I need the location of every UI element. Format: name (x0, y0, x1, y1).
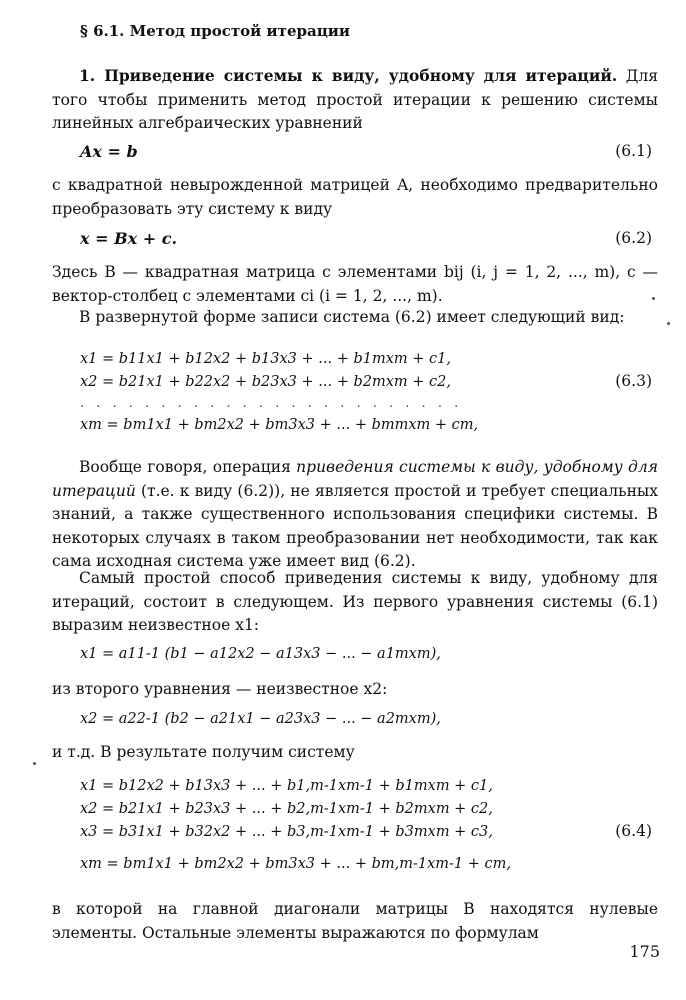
paragraph-simplest-method: Самый простой способ приведения системы к виду, удобному для итераций, состоит в следующем. Из первого уравнения системы (6.1) выразим неизвестное x1: (52, 569, 658, 634)
paragraph-second-equation: из второго уравнения — неизвестное x2: (52, 680, 388, 698)
paragraph-definitions: Здесь B — квадратная матрица с элементами bij (i, j = 1, 2, ..., m), c — вектор-столбец с элементами ci (i = 1, 2, ..., m). (52, 263, 658, 305)
scan-speck (33, 762, 36, 765)
system-6-4-line-m: xm = bm1x1 + bm2x2 + bm3x3 + ... + bm,m-1xm-1 + cm, (80, 856, 511, 872)
paragraph-expanded-form: В развернутой форме записи система (6.2) имеет следующий вид: (79, 308, 625, 326)
system-6-3-line-2: x2 = b21x1 + b22x2 + b23x3 + ... + b2mxm + c2, (80, 374, 451, 390)
paragraph-result: и т.д. В результате получим систему (52, 743, 355, 761)
remark-text-after: (т.е. к виду (6.2)), не является простой и требует специальных знаний, а также существенного использования специфики системы. В некоторых случаях в таком преобразовании нет необходимости, так как сама исходная система уже имеет вид (6.2). (52, 481, 658, 570)
remark-text-before: Вообще говоря, операция (79, 458, 297, 476)
paragraph-matrix-a: с квадратной невырожденной матрицей A, необходимо предварительно преобразовать эту систему к виду (52, 176, 658, 218)
equation-6-2: x = Bx + c. (80, 229, 178, 248)
paragraph-general-remark (52, 456, 658, 574)
equation-6-1: Ax = b (80, 142, 138, 161)
equation-number-6-1: (6.1) (615, 142, 652, 160)
equation-number-6-4: (6.4) (615, 822, 652, 840)
system-6-4-line-2: x2 = b21x1 + b23x3 + ... + b2,m-1xm-1 + b2mxm + c2, (80, 801, 493, 817)
section-heading: § 6.1. Метод простой итерации (80, 22, 351, 40)
scan-speck (652, 297, 655, 300)
paragraph-intro (52, 64, 658, 136)
subsection-title: 1. Приведение системы к виду, удобному для итераций. (79, 66, 618, 85)
scan-speck (667, 322, 670, 325)
paragraph-diagonal: в которой на главной диагонали матрицы B находятся нулевые элементы. Остальные элементы выражаются по формулам (52, 900, 658, 942)
system-6-3-dots: . . . . . . . . . . . . . . . . . . . . . . . . (80, 396, 463, 411)
intro-text: Для того чтобы применить метод простой итерации к решению системы линейных алгебраических уравнений (52, 67, 659, 132)
equation-x1: x1 = a11-1 (b1 − a12x2 − a13x3 − ... − a1mxm), (80, 646, 441, 662)
remark-italic-term: приведения системы к виду, удобному для итераций (52, 458, 658, 500)
system-6-3-line-1: x1 = b11x1 + b12x2 + b13x3 + ... + b1mxm + c1, (80, 351, 451, 367)
system-6-3-line-m: xm = bm1x1 + bm2x2 + bm3x3 + ... + bmmxm + cm, (80, 417, 479, 433)
equation-number-6-2: (6.2) (615, 229, 652, 247)
page-number: 175 (629, 942, 660, 961)
system-6-4-line-3: x3 = b31x1 + b32x2 + ... + b3,m-1xm-1 + b3mxm + c3, (80, 824, 493, 840)
equation-number-6-3: (6.3) (615, 372, 652, 390)
system-6-4-line-1: x1 = b12x2 + b13x3 + ... + b1,m-1xm-1 + b1mxm + c1, (80, 778, 493, 794)
equation-x2: x2 = a22-1 (b2 − a21x1 − a23x3 − ... − a2mxm), (80, 711, 441, 727)
